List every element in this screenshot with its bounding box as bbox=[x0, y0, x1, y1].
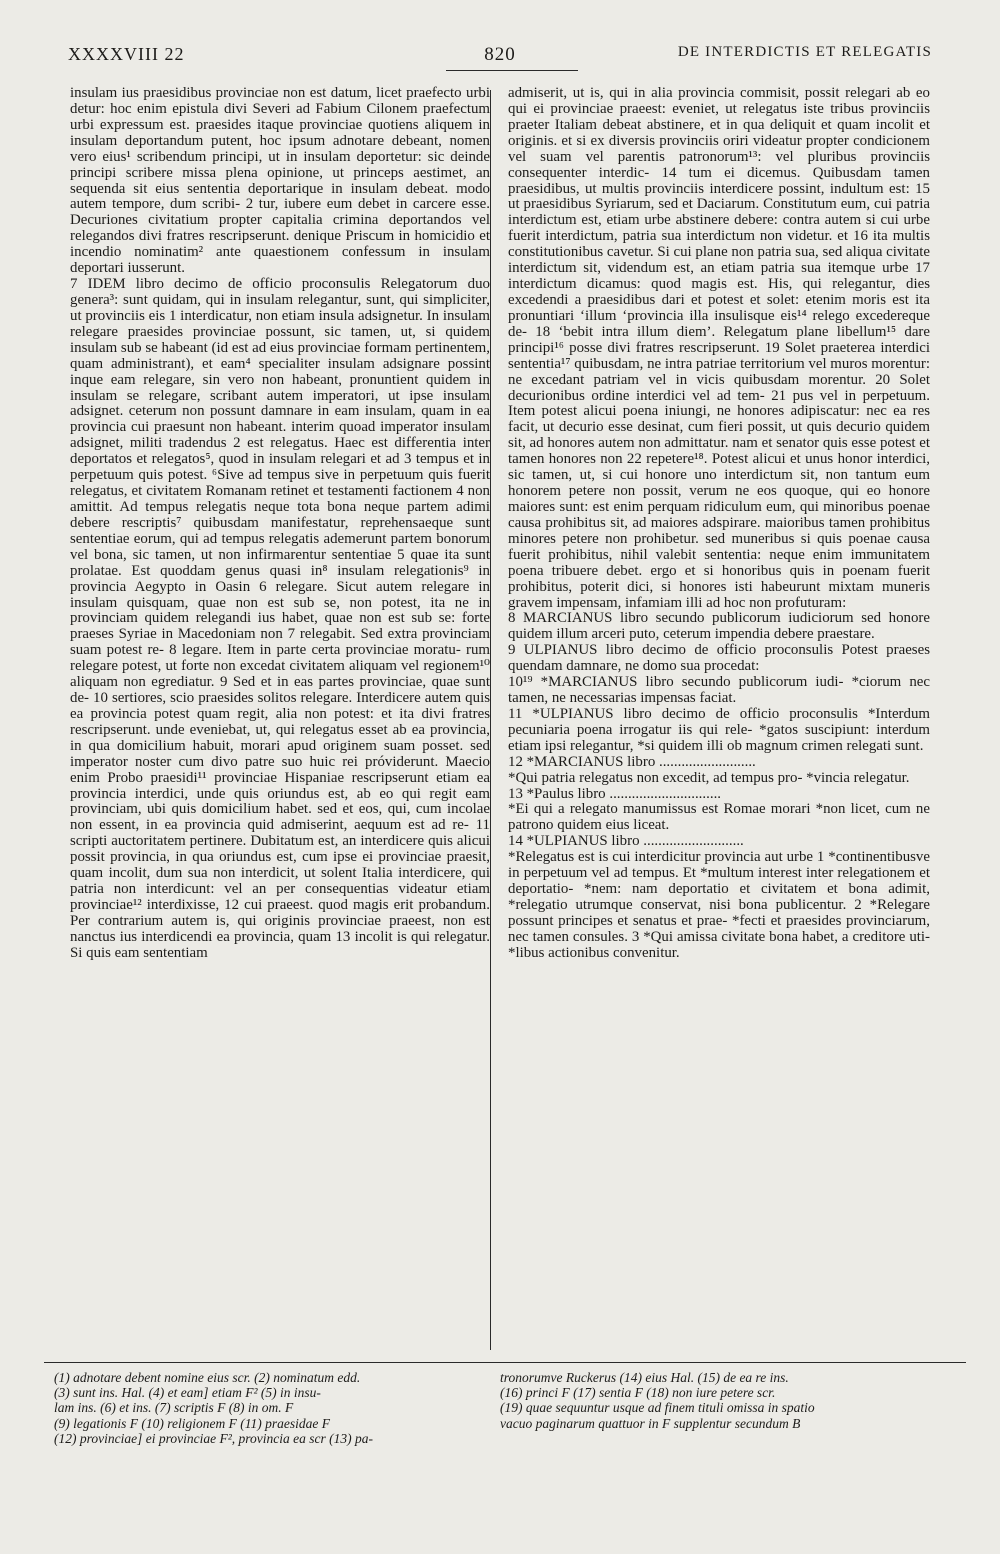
footnote-line: (9) legationis F (10) religionem F (11) praesidae F bbox=[54, 1415, 330, 1431]
footnote-line: (1) adnotare debent nomine eius scr. (2) nominatum edd. bbox=[54, 1370, 361, 1385]
footnote-line: tronorumve Ruckerus (14) eius Hal. (15) de ea re ins. bbox=[500, 1370, 789, 1385]
page-number: 820 bbox=[484, 44, 516, 65]
paragraph: *Ei qui a relegato manumissus est Romae morari *non licet, cum ne patrono quidem eius liceat. bbox=[508, 801, 930, 834]
footnote-line: (19) quae sequuntur usque ad finem tituli omissa in spatio bbox=[500, 1400, 815, 1416]
footnote-line: vacuo paginarum quattuor in F supplentur secundum B bbox=[500, 1415, 801, 1431]
paragraph: *Qui patria relegatus non excedit, ad tempus pro- *vincia relegatur. bbox=[508, 769, 910, 786]
header-rule bbox=[446, 70, 578, 71]
column-divider bbox=[490, 90, 491, 1350]
paragraph: 7 IDEM libro decimo de officio proconsulis Relegatorum duo genera³: sunt quidam, qui in insulam relegantur, sunt, qui simpliciter, ut provinciis eis 1 interdicatur, non etiam insula adsignetur. In insulam relegare praesides provinciae possunt, sic tamen, ut, si quidem insulam sub se habeant (id est ad eius provinciae formam pertinentem, quam administrant), et eam⁴ specialiter insulam adsignare possint inque eam relegare, sin vero non habeant, pronuntient quidem in insulam se relegare, scribant autem imperatori, ut ipse insulam adsignet. ceterum non possunt damnare in eam insulam, quam in ea provincia cui praesunt non habeant. interim quoad imperator insulam adsignet, militi tradendus 2 est relegatus. Haec est differentia inter deportatos et relegatos⁵, quod in insulam relegari et ad 3 tempus et in perpetuum quis potest. ⁶Sive ad tempus sive in perpetuum quis fuerit relegatus, et civitatem Romanam retinet et testamenti factionem 4 non amittit. Ad tempus relegatis neque tota bona neque partem adimi debere rescriptis⁷ quibusdam manifestatur, reprehensaeque sunt sententiae eorum, qui ad tempus relegatis ademerunt partem bonorum vel bona, sic tamen, ut non infirmarentur sententiae 5 quae ita sunt prolatae. Est quoddam genus quasi in⁸ insulam relegationis⁹ in provincia Aegypto in Oasin 6 relegare. Sicut autem relegare in insulam quisquam, quae non est sub se, non potest, ita ne in provinciam quidem relegandi ius habet, quae non est sub se: forte praeses Syriae in Macedoniam non 7 relegabit. Sed extra provinciam suam potest re- 8 legare. Item in parte certa provinciae moratu- rum relegare potest, ut forte non excedat civitatem aliquam vel regionem¹⁰ aliquam non egrediatur. 9 Sed et in eas partes provinciae, quae sunt de- 10 sertiores, scio praesides solitos relegare. Interdicere autem quis ea provincia potest quam regit, alia non potest: et ita divi fratres rescripserunt. unde eveniebat, ut, qui relegatus esset ab ea provincia, in qua domicilium habuit, morari apud originem suam posset. sed imperator noster cum divo patre suo huic rei próviderunt. Maecio enim Probo praesidi¹¹ provinciae Hispaniae rescripserunt etiam ea provincia interdici, unde quis oriundus est, ab eo qui regit eam provinciam, ubi quis domicilium habet. sed et eos, qui, cum incolae non essent, in ea provincia quid admiserint, aequum est ad re- 11 scripti auctoritatem pertinere. Dubitatum est, an interdicere quis alicui possit provincia, in qua oriundus est, cum ipse ei provinciae praesit, quam incolit, dum sua non interdicit, ut solent Italia interdicere, qui patria non interdicunt: vel an per consequentias videatur etiam provinciae¹² interdixisse, 12 cui praeest. quod magis erit probandum. Per contrarium autem is, qui originis provinciae praeest, non est nanctus ius interdicendi ea provincia, quam 13 incolit is qui relegatur. Si quis eam sententiam bbox=[70, 276, 490, 961]
header-left: XXXXVIII 22 bbox=[68, 44, 185, 64]
paragraph: 11 *ULPIANUS libro decimo de officio proconsulis *Interdum pecuniaria poena irrogatur iis qui rele- *gatos suscipiunt: interdum etiam ipsi relegantur, *si quidem illi ob magnum crimen relegati sunt. bbox=[508, 705, 930, 754]
footnote-line: (3) sunt ins. Hal. (4) et eam] etiam F² (5) in insu- bbox=[54, 1385, 321, 1401]
footnotes-right bbox=[500, 1370, 930, 1431]
paragraph: insulam ius praesidibus provinciae non est datum, licet praefecto urbi detur: hoc enim epistula divi Severi ad Fabium Cilonem praefectum urbi expressum est. praesides itaque provinciae quotiens aliquem in insulam deportandum putent, hoc ipsum adnotare debeant, nomen vero eius¹ scribendum principi, ut in insulam deportetur: sic deinde principi scribere missa plena opinione, ut princeps aestimet, an sequenda sit eius sententia deportarique in insulam debeat. modo autem tempore, dum scribi- 2 tur, iubere eum debet in carcere esse. Decuriones civitatium propter capitalia crimina deportandos vel relegandos divi fratres rescripserunt. denique Priscum in homicidio et incendio nominatim² ante quaestionem confessum in insulam deportari iusserunt. bbox=[70, 85, 490, 277]
paragraph: 9 ULPIANUS libro decimo de officio proconsulis Potest praeses quendam damnare, ne domo sua procedat: bbox=[508, 642, 930, 675]
footnote-rule bbox=[44, 1362, 966, 1363]
paragraph: admiserit, ut is, qui in alia provincia commisit, possit relegari ab eo qui ei provinciae praeest: eveniet, ut relegatus iste tribus provinciis praeter Italiam debeat abstinere, et in qua deliquit et quam incolit et originis. et si ex diversis provinciis oriri videatur propter condicionem vel suam vel parentis patronorum¹³: vel pluribus provinciis consequenter interdic- 14 tum ei dicemus. Quibusdam tamen praesidibus, ut multis provinciis interdicere possint, indultum est: 15 ut praesidibus Syriarum, sed et Daciarum. Constitutum eum, cui patria interdictum est, etiam urbe abstinere debere: contra autem si cui urbe fuerit interdictum, patria sua interdictum non videtur. et 16 ita multis constitutionibus cavetur. Si cui plane non patria sua, sed aliqua civitate interdictum sit, videndum est, an etiam patria sua itemque urbe 17 interdictum dicamus: quod magis est. His, qui relegantur, dies excedendi a praesidibus dari et potest et solet: etenim moris est ita pronuntiari ‘illum ‘provincia illa insulisque eis¹⁴ relego excedereque de- 18 ‘bebit intra illum diem’. Relegatum plane libellum¹⁵ dare principi¹⁶ posse divi fratres rescripserunt. 19 Solet praeterea interdici sententia¹⁷ quibusdam, ne intra patriae territorium vel muros morentur: ne excedant patriam vel in vicis quibusdam morentur. 20 Solet decurionibus ordine interdici vel ad tem- 21 pus vel in perpetuum. Item potest alicui poena iniungi, ne honores adipiscatur: nec ea res facit, ut decurio esse desinat, cum fieri possit, ut quis decurio quidem sit, ad honores autem non admittatur. nam et senator quis esse potest et tamen honores non 22 repetere¹⁸. Potest alicui et unus honor interdici, sic tamen, ut, si cui honore uno interdictum sit, non tantum eum honorem petere non possit, verum ne eos quoque, qui eo honore maiores sunt: est enim perquam ridiculum eum, qui minoribus poenae causa prohibitus sit, ad maiores adspirare. maioribus tamen prohibitus minores petere non prohibetur. sed muneribus si quis poenae causa fuerit prohibitus, nihil valebit sententia: neque enim immunitatem poena tribuere debet. ergo et si honoribus quis in poenam fuerit prohibitus, poterit dici, si honores isti habeurunt mixtam muneris gravem impensam, infamiam illi ad hoc non profuturam: bbox=[508, 85, 930, 611]
header-title: DE INTERDICTIS ET RELEGATIS bbox=[677, 44, 932, 60]
footnote-line: lam ins. (6) et ins. (7) scriptis F (8) in om. F bbox=[54, 1400, 294, 1416]
left-column bbox=[70, 86, 490, 962]
footnote-line: (16) princi F (17) sentia F (18) non iure petere scr. bbox=[500, 1385, 776, 1401]
footnotes-left bbox=[54, 1370, 484, 1446]
right-column bbox=[508, 86, 930, 962]
paragraph: 10¹⁹ *MARCIANUS libro secundo publicorum iudi- *ciorum nec tamen, ne necessarias impensas faciat. bbox=[508, 674, 930, 707]
paragraph: 8 MARCIANUS libro secundo publicorum iudiciorum sed honore quidem illum arceri puto, ceterum impendia debere praestare. bbox=[508, 610, 930, 643]
paragraph: *Relegatus est is cui interdicitur provincia aut urbe 1 *continentibusve in perpetuum vel ad tempus. Et *multum interest inter relegationem et deportatio- *nem: nam deportatio et civitatem et bona adimit, *relegatio utrumque conservat, nisi bona publicentur. 2 *Relegare possunt principes et senatus et prae- *fecti et praesides provinciarum, nec tamen consules. 3 *Qui amissa civitate bona habet, a creditore uti- *libus actionibus convenitur. bbox=[508, 849, 930, 961]
paragraph: 12 *MARCIANUS libro .......................... bbox=[508, 753, 756, 770]
paragraph: 13 *Paulus libro .............................. bbox=[508, 785, 722, 802]
paragraph: 14 *ULPIANUS libro ........................... bbox=[508, 833, 744, 850]
footnote-line: (12) provinciae] ei provinciae F², provincia ea scr (13) pa- bbox=[54, 1430, 373, 1446]
